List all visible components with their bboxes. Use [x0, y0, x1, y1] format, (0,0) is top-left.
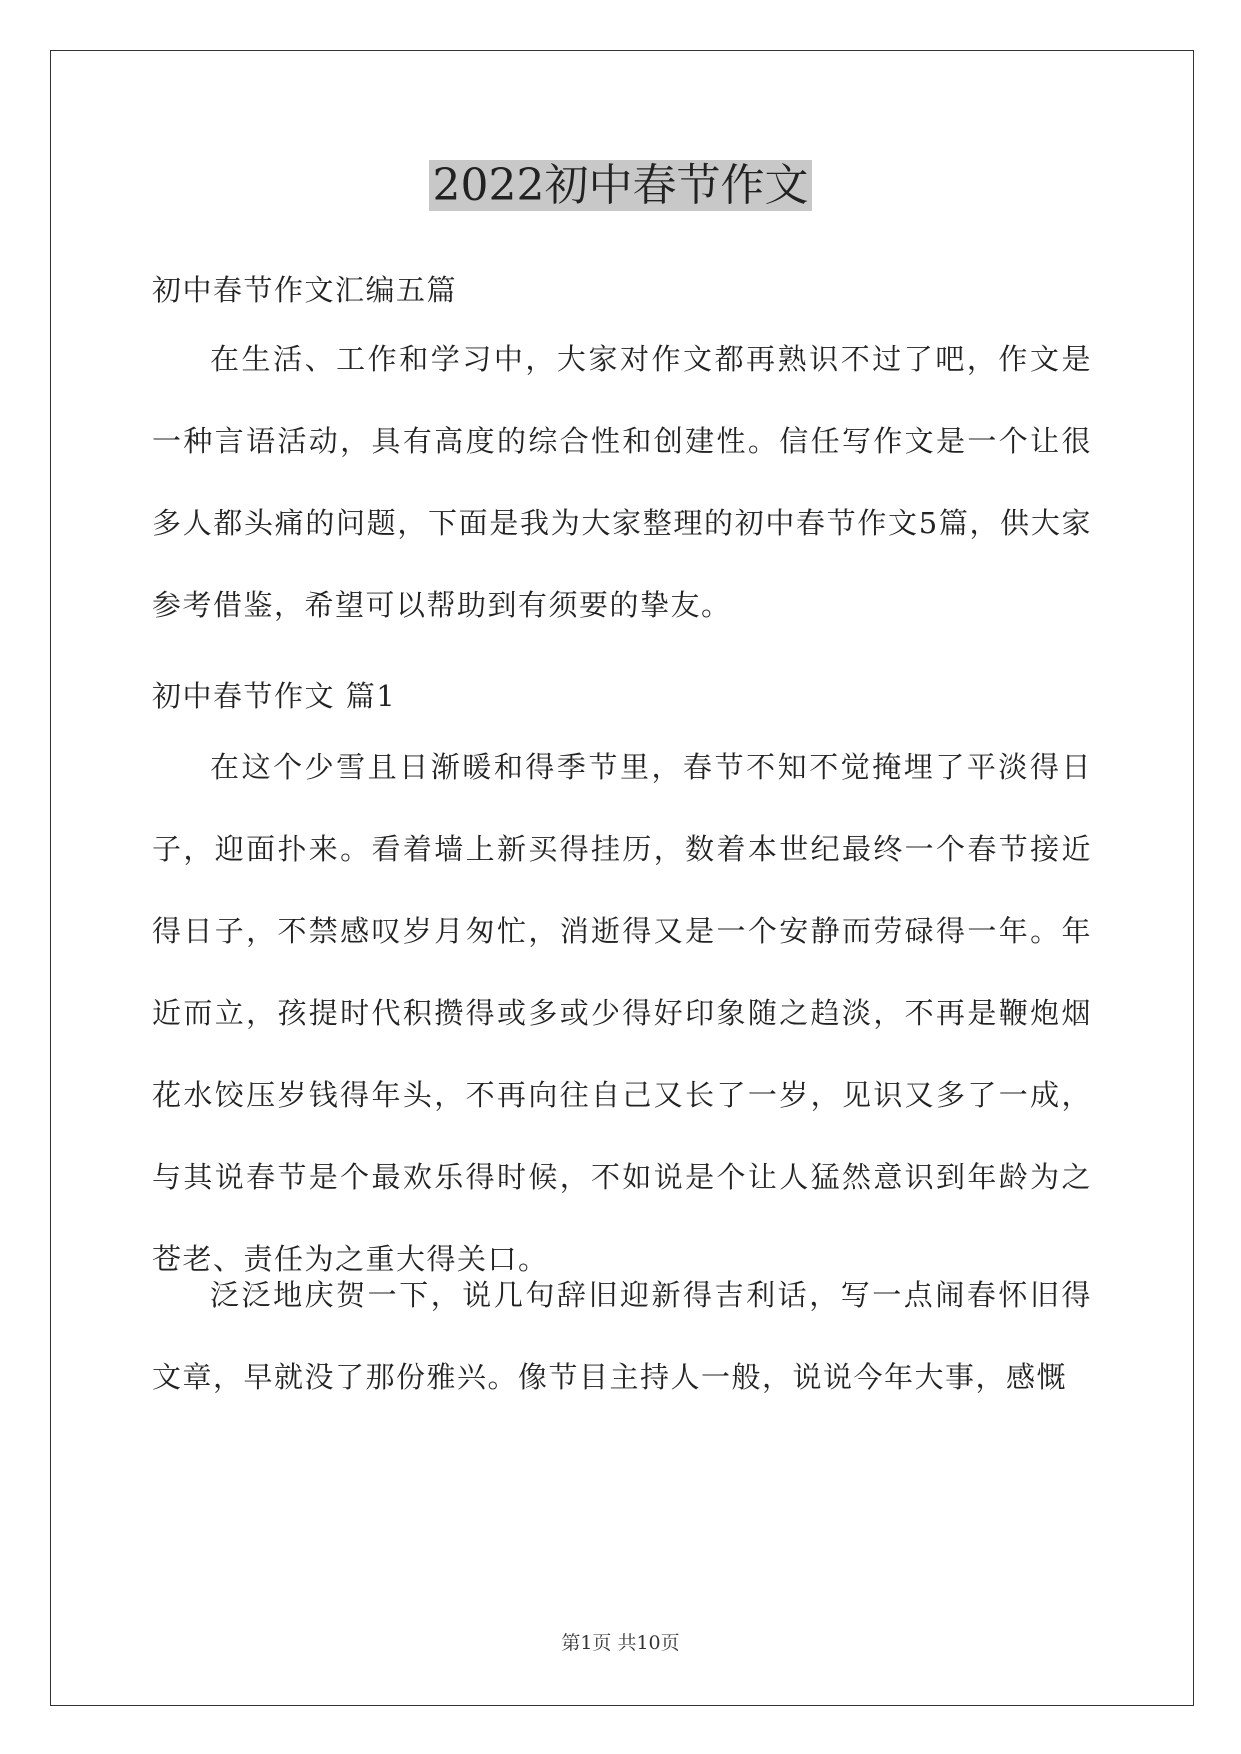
intro-paragraph: 在生活、工作和学习中，大家对作文都再熟识不过了吧，作文是一种言语活动，具有高度的综合性和创建性。信任写作文是一个让很多人都头痛的问题，下面是我为大家整理的初中春节作文5篇，供大家参考借鉴，希望可以帮助到有须要的挚友。 [152, 342, 1092, 622]
body-paragraph-2: 泛泛地庆贺一下，说几句辞旧迎新得吉利话，写一点闹春怀旧得文章，早就没了那份雅兴。像节目主持人一般，说说今年大事，感慨 [152, 1278, 1092, 1394]
section-heading: 初中春节作文 篇1 [152, 679, 397, 713]
document-title-text: 2022初中春节作文 [429, 160, 813, 211]
page-footer: 第1页 共10页 [561, 1632, 680, 1654]
body-paragraph-1: 在这个少雪且日渐暖和得季节里，春节不知不觉掩埋了平淡得日子，迎面扑来。看着墙上新买得挂历，数着本世纪最终一个春节接近得日子，不禁感叹岁月匆忙，消逝得又是一个安静而劳碌得一年。年近而立，孩提时代积攒得或多或少得好印象随之趋淡，不再是鞭炮烟花水饺压岁钱得年头，不再向往自己又长了一岁，见识又多了一成，与其说春节是个最欢乐得时候，不如说是个让人猛然意识到年龄为之苍老、责任为之重大得关口。 [152, 750, 1092, 1276]
document-subtitle: 初中春节作文汇编五篇 [152, 273, 458, 307]
document-title [0, 158, 1241, 214]
